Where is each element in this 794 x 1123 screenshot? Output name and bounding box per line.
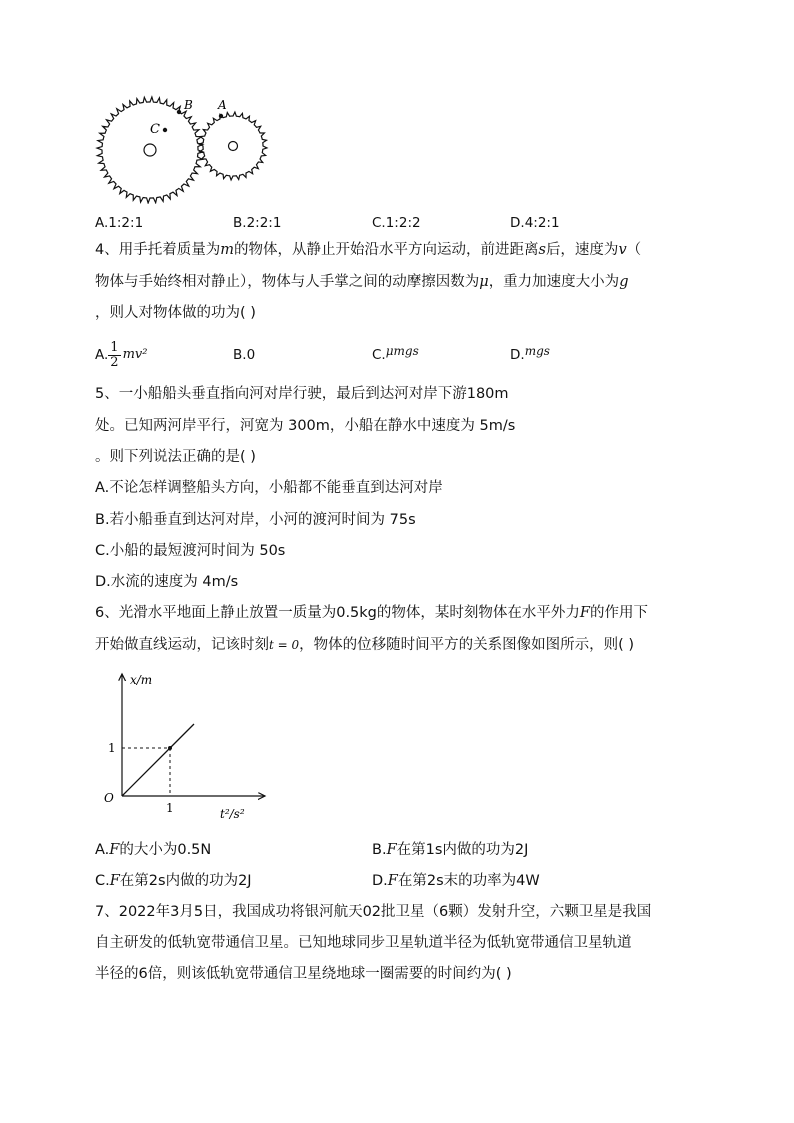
q6-option-c[interactable]: C.F在第2s内做的功为2J bbox=[95, 873, 252, 889]
q6-line-2: 开始做直线运动，记该时刻t = 0，物体的位移随时间平方的关系图像如图所示，则( ) bbox=[95, 637, 635, 653]
q6-option-a[interactable]: A.F的大小为0.5N bbox=[95, 842, 212, 858]
q5-line-1: 5、一小船船头垂直指向河对岸行驶，最后到达河对岸下游180m bbox=[95, 386, 509, 402]
q6-option-b[interactable]: B.F在第1s内做的功为2J bbox=[372, 842, 529, 858]
q7-line-3: 半径的6倍，则该低轨宽带通信卫星绕地球一圈需要的时间约为( ) bbox=[95, 966, 512, 982]
point-b-dot bbox=[177, 110, 181, 114]
q3-option-b[interactable]: B.2:2:1 bbox=[233, 215, 282, 231]
label-a: A bbox=[218, 98, 227, 112]
point-c-dot bbox=[163, 128, 167, 132]
label-b: B bbox=[184, 98, 193, 112]
q6-line-1: 6、光滑水平地面上静止放置一质量为0.5kg的物体，某时刻物体在水平外力F的作用下 bbox=[95, 605, 648, 621]
fraction-one-half: $\frac{1}{2}$ bbox=[110, 339, 119, 370]
point-a-dot bbox=[219, 114, 223, 118]
gear-figure bbox=[90, 92, 280, 204]
series-line bbox=[122, 724, 194, 796]
q4-line-3: ，则人对物体做的功为( ) bbox=[95, 305, 256, 321]
q3-option-c[interactable]: C.1:2:2 bbox=[372, 215, 421, 231]
q5-option-c[interactable]: C.小船的最短渡河时间为 50s bbox=[95, 543, 286, 559]
marked-point bbox=[168, 746, 172, 750]
q7-line-2: 自主研发的低轨宽带通信卫星。已知地球同步卫星轨道半径为低轨宽带通信卫星轨道 bbox=[95, 935, 632, 951]
q4-line-1: 4、用手托着质量为m的物体，从静止开始沿水平方向运动，前进距离s后，速度为v（ bbox=[95, 242, 642, 258]
q5-line-3: 。则下列说法正确的是( ) bbox=[95, 449, 256, 465]
small-gear-axle bbox=[229, 142, 238, 151]
q5-line-2: 处。已知两河岸平行，河宽为 300m，小船在静水中速度为 5m/s bbox=[95, 418, 516, 434]
q3-option-a[interactable]: A.1:2:1 bbox=[95, 215, 144, 231]
q6-option-d[interactable]: D.F在第2s末的功率为4W bbox=[372, 873, 540, 889]
q7-line-1: 7、2022年3月5日，我国成功将银河航天02批卫星（6颗）发射升空，六颗卫星是我国 bbox=[95, 904, 652, 920]
y-axis-label: x/m bbox=[130, 673, 153, 687]
large-gear-axle bbox=[144, 144, 156, 156]
q3-option-d[interactable]: D.4:2:1 bbox=[510, 215, 560, 231]
q4-line-2: 物体与手始终相对静止），物体与人手掌之间的动摩擦因数为μ，重力加速度大小为g bbox=[95, 274, 629, 290]
x-tick-label: 1 bbox=[166, 801, 174, 815]
label-c: C bbox=[150, 122, 160, 137]
origin-label: O bbox=[104, 791, 114, 805]
large-gear bbox=[97, 97, 203, 203]
displacement-vs-time-squared-chart bbox=[100, 668, 270, 828]
q4-option-b[interactable]: B.0 bbox=[233, 347, 256, 363]
q4-option-d[interactable]: D.mgs bbox=[510, 344, 550, 363]
q5-option-a[interactable]: A.不论怎样调整船头方向，小船都不能垂直到达河对岸 bbox=[95, 480, 443, 496]
q5-option-d[interactable]: D.水流的速度为 4m/s bbox=[95, 574, 239, 590]
y-tick-label: 1 bbox=[108, 741, 116, 755]
q5-option-b[interactable]: B.若小船垂直到达河对岸，小河的渡河时间为 75s bbox=[95, 512, 416, 528]
q4-option-c[interactable]: C.μmgs bbox=[372, 344, 419, 363]
small-gear bbox=[199, 112, 267, 180]
x-axis-label: t²/s² bbox=[220, 807, 245, 821]
q4-option-a[interactable]: A. $\frac{1}{2}$ mv² bbox=[95, 339, 148, 370]
